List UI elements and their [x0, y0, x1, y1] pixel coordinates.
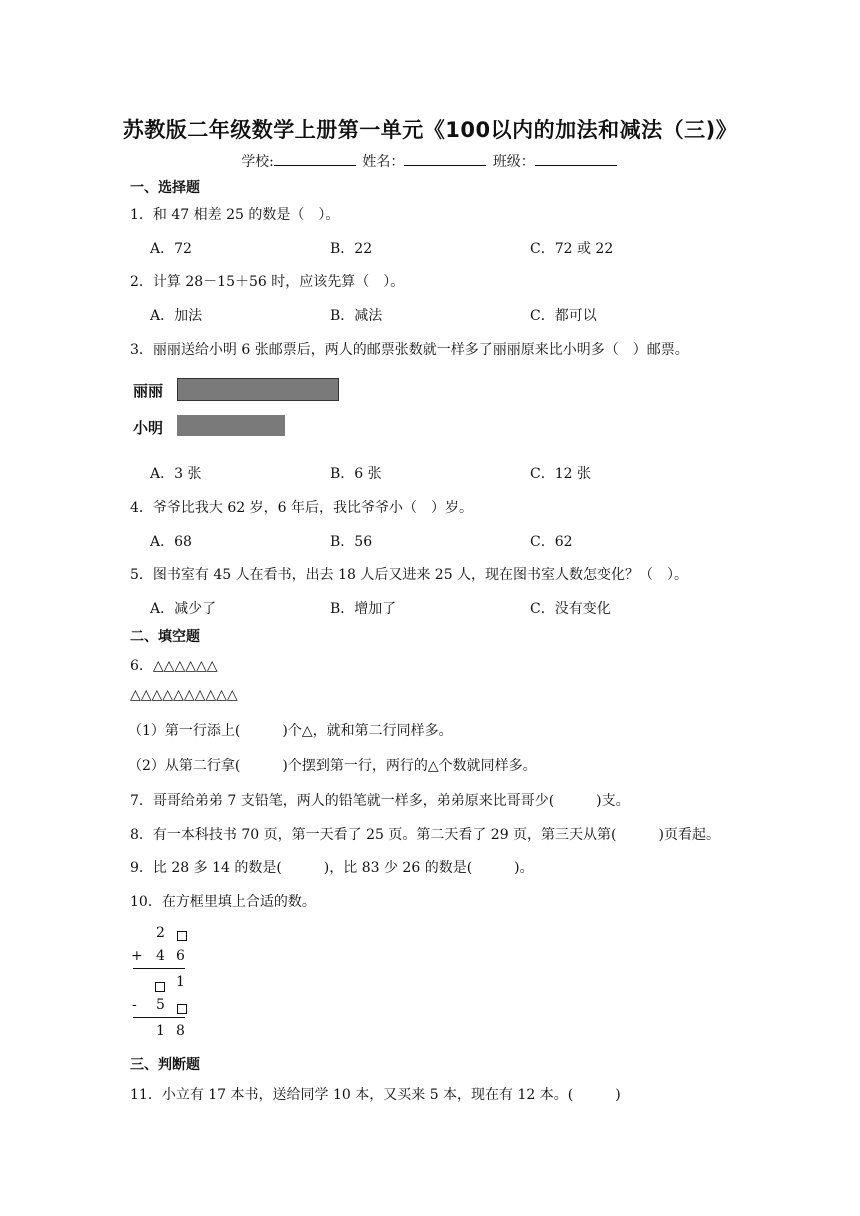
school-label: 学校: [241, 154, 274, 170]
question-7: 7．哥哥给弟弟 7 支铅笔，两人的铅笔就一样多，弟弟原来比哥哥少( )支。 [130, 793, 630, 809]
name-blank [404, 151, 486, 166]
section-heading-fill: 二、填空题 [130, 629, 200, 645]
addition-line [133, 968, 185, 969]
q5-option-c: C．没有变化 [530, 601, 611, 617]
addend1-ones-box [177, 929, 187, 945]
q3-option-b: B．6 张 [330, 466, 382, 482]
school-blank [274, 151, 356, 166]
addend2-tens: 4 [156, 948, 165, 964]
addend1-tens: 2 [156, 925, 165, 941]
subtraction-line [133, 1017, 185, 1018]
label-xiaoming: 小明 [133, 419, 164, 437]
question-4: 4．爷爷比我大 62 岁，6 年后，我比爷爷小（ ）岁。 [130, 500, 473, 516]
question-8: 8．有一本科技书 70 页，第一天看了 25 页。第二天看了 29 页，第三天从第( )页看起。 [130, 827, 720, 843]
class-label: 班级： [492, 154, 535, 170]
question-6-row2: △△△△△△△△△△ [130, 687, 238, 703]
q4-option-a: A．68 [150, 534, 192, 550]
question-6-part1: （1）第一行添上( )个△，就和第二行同样多。 [128, 723, 453, 739]
addend2-ones: 6 [176, 948, 185, 964]
q4-option-c: C．62 [530, 534, 573, 550]
subtrahend-tens: 5 [156, 997, 165, 1013]
subtrahend-ones-box [177, 1002, 187, 1018]
section-heading-judge: 三、判断题 [130, 1057, 200, 1073]
q2-option-c: C．都可以 [530, 308, 597, 324]
question-6-part2: （2）从第二行拿( )个摆到第一行，两行的△个数就同样多。 [128, 758, 537, 774]
name-label: 姓名： [362, 154, 405, 170]
q2-option-a: A．加法 [150, 308, 203, 324]
q1-option-c: C．72 或 22 [530, 241, 614, 257]
question-1: 1．和 47 相差 25 的数是（ ）。 [130, 207, 340, 223]
q5-option-a: A．减少了 [150, 601, 217, 617]
q1-option-b: B．22 [330, 241, 373, 257]
minuend-tens-box [155, 980, 165, 996]
page-title: 苏教版二年级数学上册第一单元《100以内的加法和减法（三)》 [122, 118, 738, 142]
question-2: 2．计算 28－15＋56 时，应该先算（ ）。 [130, 274, 405, 290]
q1-option-a: A．72 [150, 241, 192, 257]
q3-option-c: C．12 张 [530, 466, 591, 482]
question-10: 10．在方框里填上合适的数。 [130, 894, 316, 910]
label-lili: 丽丽 [133, 382, 164, 400]
q3-option-a: A．3 张 [150, 466, 202, 482]
difference-ones: 8 [176, 1023, 185, 1039]
bar-xiaoming [177, 415, 285, 436]
bar-lili [177, 378, 339, 401]
class-blank [535, 151, 617, 166]
question-5: 5．图书室有 45 人在看书，出去 18 人后又进来 25 人，现在图书室人数怎变化？（ ）。 [130, 567, 689, 583]
plus-sign: + [131, 948, 143, 964]
question-9: 9．比 28 多 14 的数是( )，比 83 少 26 的数是( )。 [130, 860, 534, 876]
q2-option-b: B．减法 [330, 308, 383, 324]
q4-option-b: B．56 [330, 534, 373, 550]
difference-tens: 1 [156, 1023, 165, 1039]
student-info-line [0, 151, 860, 171]
minuend-ones: 1 [176, 974, 185, 990]
minus-sign: - [132, 997, 137, 1013]
question-11: 11．小立有 17 本书，送给同学 10 本，又买来 5 本，现在有 12 本。( ) [130, 1087, 621, 1103]
question-3: 3．丽丽送给小明 6 张邮票后，两人的邮票张数就一样多了丽丽原来比小明多（ ）邮票。 [130, 342, 689, 358]
q5-option-b: B．增加了 [330, 601, 397, 617]
question-6-row1: 6．△△△△△△ [130, 658, 218, 674]
section-heading-choice: 一、选择题 [130, 180, 200, 196]
